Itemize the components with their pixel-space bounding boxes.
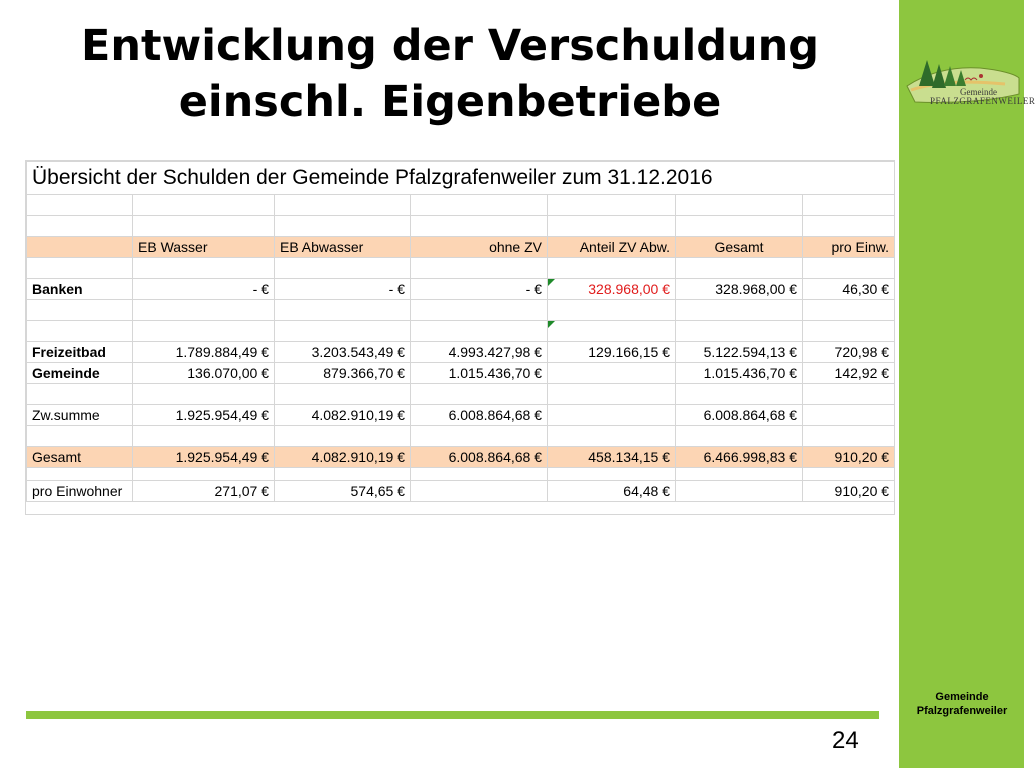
cell-anteil-zv: 129.166,15 € [548,342,676,363]
cell-eb-abwasser: 3.203.543,49 € [275,342,411,363]
table-row-gesamt [27,447,895,468]
table-row-pro-einwohner [27,481,895,502]
empty-row [27,426,895,447]
row-label-gemeinde: Gemeinde [27,363,133,384]
slide-title [30,18,870,130]
cell-gesamt [676,481,803,502]
empty-row [27,258,895,279]
cell-eb-wasser: 136.070,00 € [133,363,275,384]
row-label-banken: Banken [27,279,133,300]
header-eb-wasser: EB Wasser [133,237,275,258]
cell-gesamt: 1.015.436,70 € [676,363,803,384]
cell-pro-einw: 720,98 € [803,342,895,363]
row-label-freizeitbad: Freizeitbad [27,342,133,363]
empty-row [27,216,895,237]
table-caption: Übersicht der Schulden der Gemeinde Pfalzgrafenweiler zum 31.12.2016 [27,162,895,195]
header-ohne-zv: ohne ZV [411,237,548,258]
cell-eb-wasser: 1.925.954,49 € [133,405,275,426]
row-label-gesamt: Gesamt [27,447,133,468]
table-row-zwsumme [27,405,895,426]
cell-ohne-zv: 6.008.864,68 € [411,447,548,468]
cell-eb-abwasser: 574,65 € [275,481,411,502]
cell-pro-einw: 910,20 € [803,447,895,468]
header-pro-einw: pro Einw. [803,237,895,258]
debt-table [26,161,895,502]
table-header-row [27,237,895,258]
cell-eb-abwasser: - € [275,279,411,300]
header-eb-abwasser: EB Abwasser [275,237,411,258]
cell-gesamt: 328.968,00 € [676,279,803,300]
cell-ohne-zv [411,481,548,502]
cell-gesamt: 6.466.998,83 € [676,447,803,468]
footer-brand [900,690,1024,718]
page-number: 24 [832,727,859,754]
cell-ohne-zv: 6.008.864,68 € [411,405,548,426]
row-label-zwsumme: Zw.summe [27,405,133,426]
cell-eb-wasser: 271,07 € [133,481,275,502]
logo-text-name: PFALZGRAFENWEILER [930,96,1035,106]
logo-text-gemeinde: Gemeinde [960,87,997,97]
cell-anteil-zv [548,363,676,384]
table-row-gemeinde [27,363,895,384]
empty-row [27,468,895,481]
green-sidebar [899,0,1024,768]
row-label-pro-einwohner: pro Einwohner [27,481,133,502]
cell-eb-abwasser: 4.082.910,19 € [275,447,411,468]
cell-pro-einw: 910,20 € [803,481,895,502]
header-cell [27,237,133,258]
cell-ohne-zv: 4.993.427,98 € [411,342,548,363]
table-row-banken [27,279,895,300]
debt-table-image [25,160,895,515]
cell-eb-wasser: 1.789.884,49 € [133,342,275,363]
cell-pro-einw: 46,30 € [803,279,895,300]
cell-pro-einw: 142,92 € [803,363,895,384]
cell-anteil-zv [548,405,676,426]
footer-line-2: Pfalzgrafenweiler [916,705,1008,717]
empty-row [27,195,895,216]
header-gesamt: Gesamt [676,237,803,258]
cell-anteil-zv: 328.968,00 € [548,279,676,300]
cell-eb-abwasser: 4.082.910,19 € [275,405,411,426]
title-line-2: einschl. Eigenbetriebe [178,77,722,127]
footer-line-1: Gemeinde [935,691,989,703]
cell-eb-abwasser: 879.366,70 € [275,363,411,384]
table-row-freizeitbad [27,342,895,363]
empty-row [27,321,895,342]
cell-eb-wasser: - € [133,279,275,300]
empty-row [27,300,895,321]
footer-divider [26,711,879,719]
cell-ohne-zv: - € [411,279,548,300]
cell-gesamt: 5.122.594,13 € [676,342,803,363]
cell-ohne-zv: 1.015.436,70 € [411,363,548,384]
header-anteil-zv: Anteil ZV Abw. [548,237,676,258]
cell-anteil-zv: 458.134,15 € [548,447,676,468]
cell-eb-wasser: 1.925.954,49 € [133,447,275,468]
cell-gesamt: 6.008.864,68 € [676,405,803,426]
table-caption-row [27,162,895,195]
title-line-1: Entwicklung der Verschuldung [80,21,820,71]
empty-row [27,384,895,405]
cell-pro-einw [803,405,895,426]
cell-anteil-zv: 64,48 € [548,481,676,502]
